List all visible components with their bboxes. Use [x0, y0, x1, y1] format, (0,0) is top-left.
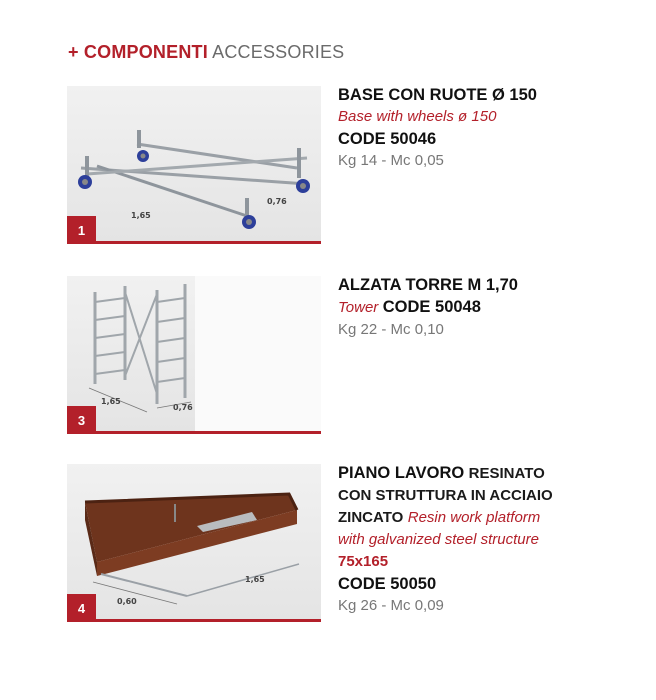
- accent-bar: [67, 619, 321, 622]
- product-code: CODE 50050: [338, 575, 437, 593]
- wheeled-base-illustration: [67, 86, 321, 244]
- dim-width: 0,76: [173, 403, 193, 412]
- product-title-rest: RESINATO: [468, 465, 545, 482]
- item-number-badge: 3: [67, 406, 96, 434]
- item-number-badge: 4: [67, 594, 96, 622]
- dim-width: 0,76: [267, 197, 287, 206]
- product-title: BASE CON RUOTE Ø 150: [338, 86, 537, 104]
- product-subtitle: Resin work platform: [407, 509, 541, 526]
- dim-length: 1,65: [131, 211, 151, 220]
- dim-length: 1,65: [101, 397, 121, 406]
- product-code: CODE 50048: [382, 298, 481, 316]
- title-muted: ACCESSORIES: [212, 42, 345, 62]
- accent-bar: [67, 241, 321, 244]
- product-title-line3: ZINCATO: [338, 509, 404, 526]
- work-platform-illustration: [67, 464, 321, 622]
- product-image-base: [67, 86, 321, 244]
- title-accent: COMPONENTI: [83, 42, 208, 62]
- section-title: [68, 42, 344, 63]
- product-meta: Kg 14 - Mc 0,05: [338, 152, 444, 169]
- product-size: 75x165: [338, 553, 389, 570]
- product-title: PIANO LAVORO: [338, 464, 465, 482]
- tower-frame-illustration: [67, 276, 321, 434]
- product-title-line2: CON STRUTTURA IN ACCIAIO: [338, 487, 553, 504]
- product-title: ALZATA TORRE M 1,70: [338, 276, 518, 294]
- product-meta: Kg 26 - Mc 0,09: [338, 597, 444, 614]
- item-number-badge: 1: [67, 216, 96, 244]
- accent-bar: [67, 431, 321, 434]
- product-subtitle-line2: with galvanized steel structure: [338, 531, 539, 548]
- product-code: CODE 50046: [338, 130, 437, 148]
- plus-sign: +: [68, 42, 79, 62]
- product-image-platform: [67, 464, 321, 622]
- product-info-platform: [338, 462, 553, 617]
- dim-width: 0,60: [117, 597, 137, 606]
- product-subtitle: Base with wheels ø 150: [338, 108, 497, 125]
- product-subtitle: Tower: [338, 299, 379, 316]
- dim-length: 1,65: [245, 575, 265, 584]
- product-info-tower: [338, 274, 518, 341]
- product-info-base: [338, 84, 537, 172]
- product-image-tower: [67, 276, 321, 434]
- product-meta: Kg 22 - Mc 0,10: [338, 321, 444, 338]
